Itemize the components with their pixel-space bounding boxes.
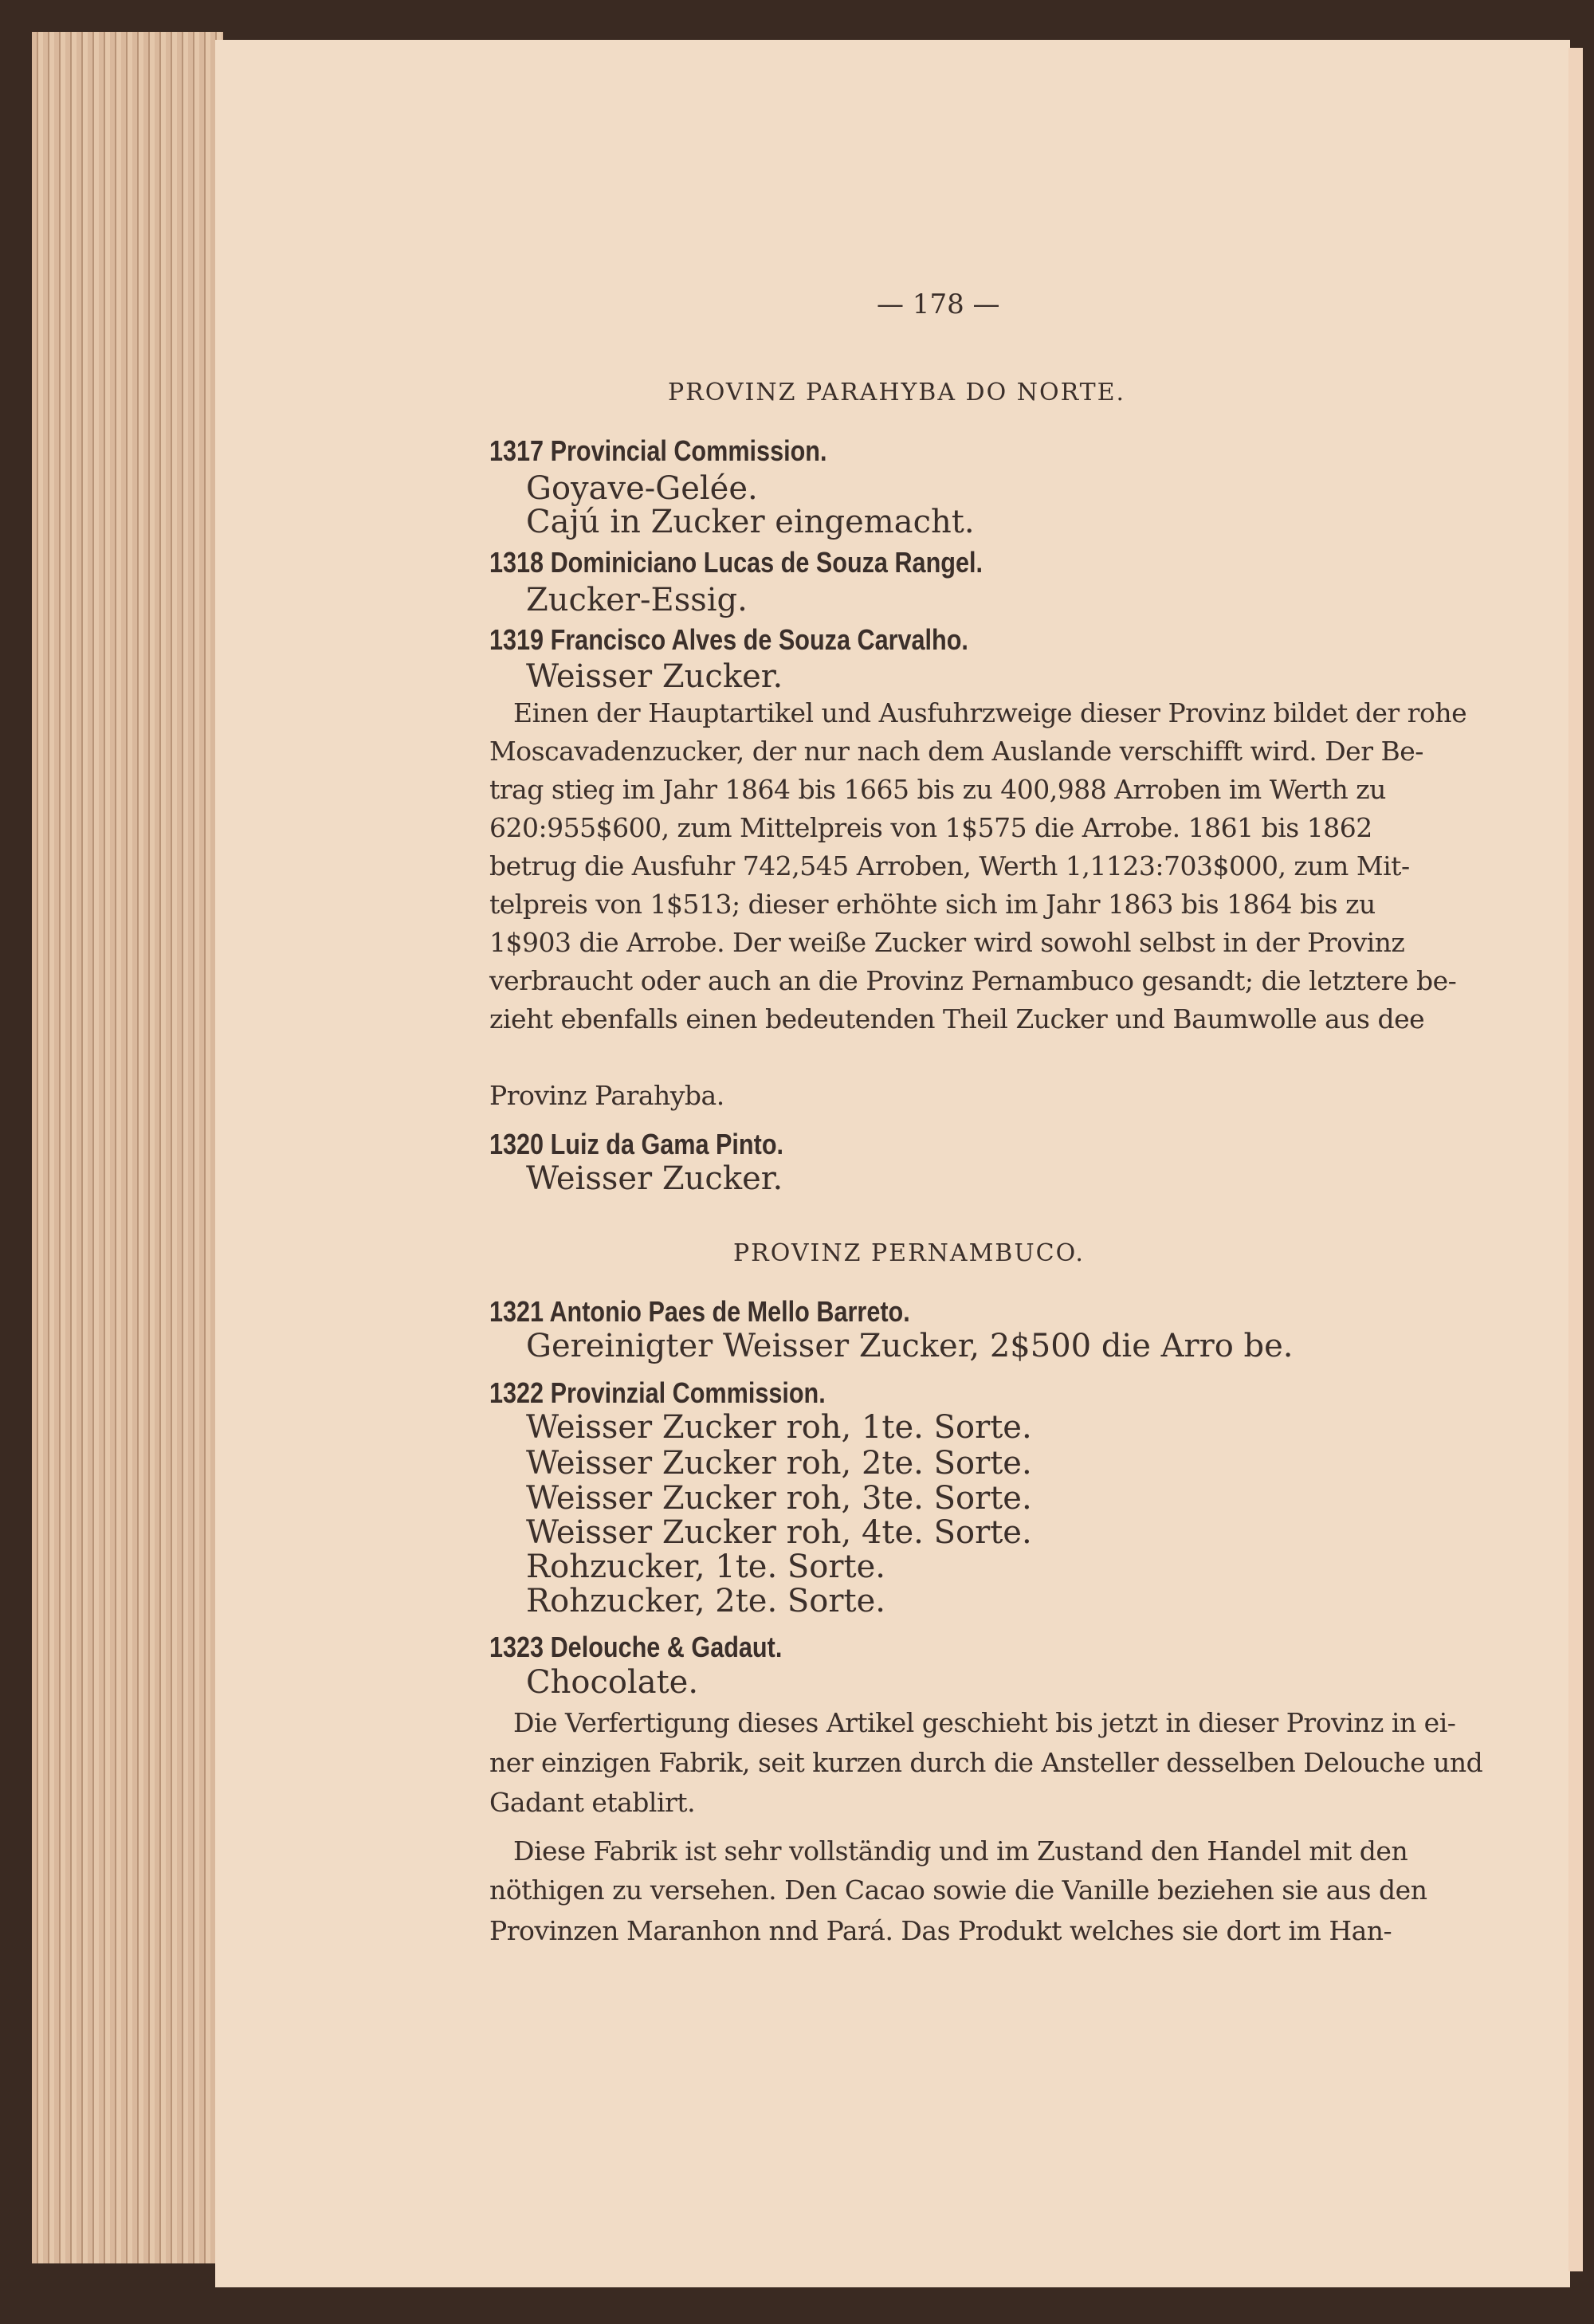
entry-item: Goyave-Gelée. — [526, 470, 758, 507]
paragraph-line: 620:955$600, zum Mittelpreis von 1$575 die Arrobe. 1861 bis 1862 — [489, 812, 1372, 843]
paragraph-line: Diese Fabrik ist sehr vollständig und im Zustand den Handel mit den — [513, 1835, 1408, 1867]
paragraph-line: Einen der Hauptartikel und Ausfuhrzweige dieser Provinz bildet der rohe — [513, 697, 1467, 728]
entry-item: Chocolate. — [526, 1664, 699, 1701]
entry-item: Weisser Zucker. — [526, 658, 783, 695]
section-heading-parahyba: PROVINZ PARAHYBA DO NORTE. — [668, 379, 1126, 406]
paragraph-line: 1$903 die Arrobe. Der weiße Zucker wird sowohl selbst in der Provinz — [489, 927, 1405, 958]
section-heading-pernambuco: PROVINZ PERNAMBUCO. — [733, 1239, 1085, 1267]
paragraph-line: Provinzen Maranhon nnd Pará. Das Produkt welches sie dort im Han- — [489, 1915, 1392, 1946]
paragraph-line: nöthigen zu versehen. Den Cacao sowie die Vanille beziehen sie aus den — [489, 1875, 1427, 1906]
entry-1318-title: 1318 Dominiciano Lucas de Souza Rangel. — [489, 546, 983, 579]
paragraph-line: telpreis von 1$513; dieser erhöhte sich im Jahr 1863 bis 1864 bis zu — [489, 889, 1376, 920]
page-right-edge — [1568, 48, 1583, 2271]
paragraph-line: Die Verfertigung dieses Artikel geschieht bis jetzt in dieser Provinz in ei- — [513, 1707, 1456, 1738]
entry-1322-title: 1322 Provinzial Commission. — [489, 1376, 826, 1409]
entry-item: Weisser Zucker roh, 4te. Sorte. — [526, 1514, 1032, 1551]
entry-item: Weisser Zucker roh, 3te. Sorte. — [526, 1480, 1032, 1517]
entry-item: Zucker-Essig. — [526, 582, 748, 618]
entry-item: Weisser Zucker roh, 1te. Sorte. — [526, 1409, 1032, 1446]
paragraph-line: ner einzigen Fabrik, seit kurzen durch die Ansteller desselben Delouche und — [489, 1747, 1483, 1778]
page-number: — 178 — — [877, 289, 1000, 320]
entry-item: Rohzucker, 1te. Sorte. — [526, 1549, 885, 1585]
entry-1317-title: 1317 Provincial Commission. — [489, 434, 827, 467]
entry-item: Cajú in Zucker eingemacht. — [526, 504, 975, 540]
book-page — [215, 40, 1570, 2287]
paragraph-line: betrug die Ausfuhr 742,545 Arroben, Werth 1,1123:703$000, zum Mit- — [489, 850, 1410, 881]
paragraph-line: Gadant etablirt. — [489, 1787, 696, 1818]
entry-item: Rohzucker, 2te. Sorte. — [526, 1583, 885, 1619]
entry-item: Weisser Zucker roh, 2te. Sorte. — [526, 1445, 1032, 1482]
entry-1323-title: 1323 Delouche & Gadaut. — [489, 1631, 783, 1663]
paragraph-line: Moscavadenzucker, der nur nach dem Auslande verschifft wird. Der Be- — [489, 736, 1423, 767]
paragraph-line: verbraucht oder auch an die Provinz Pernambuco gesandt; die letztere be- — [489, 965, 1457, 996]
entry-1321-title: 1321 Antonio Paes de Mello Barreto. — [489, 1295, 910, 1328]
paragraph-line: trag stieg im Jahr 1864 bis 1665 bis zu 400,988 Arroben im Werth zu — [489, 774, 1386, 805]
entry-1319-title: 1319 Francisco Alves de Souza Carvalho. — [489, 623, 968, 656]
entry-item: Gereinigter Weisser Zucker, 2$500 die Arro be. — [526, 1328, 1294, 1364]
paragraph-line: zieht ebenfalls einen bedeutenden Theil Zucker und Baumwolle aus dee — [489, 1003, 1425, 1034]
entry-item: Weisser Zucker. — [526, 1160, 783, 1197]
book-page-edges — [32, 32, 223, 2263]
entry-1320-title: 1320 Luiz da Gama Pinto. — [489, 1128, 784, 1160]
paragraph-line: Provinz Parahyba. — [489, 1080, 724, 1111]
